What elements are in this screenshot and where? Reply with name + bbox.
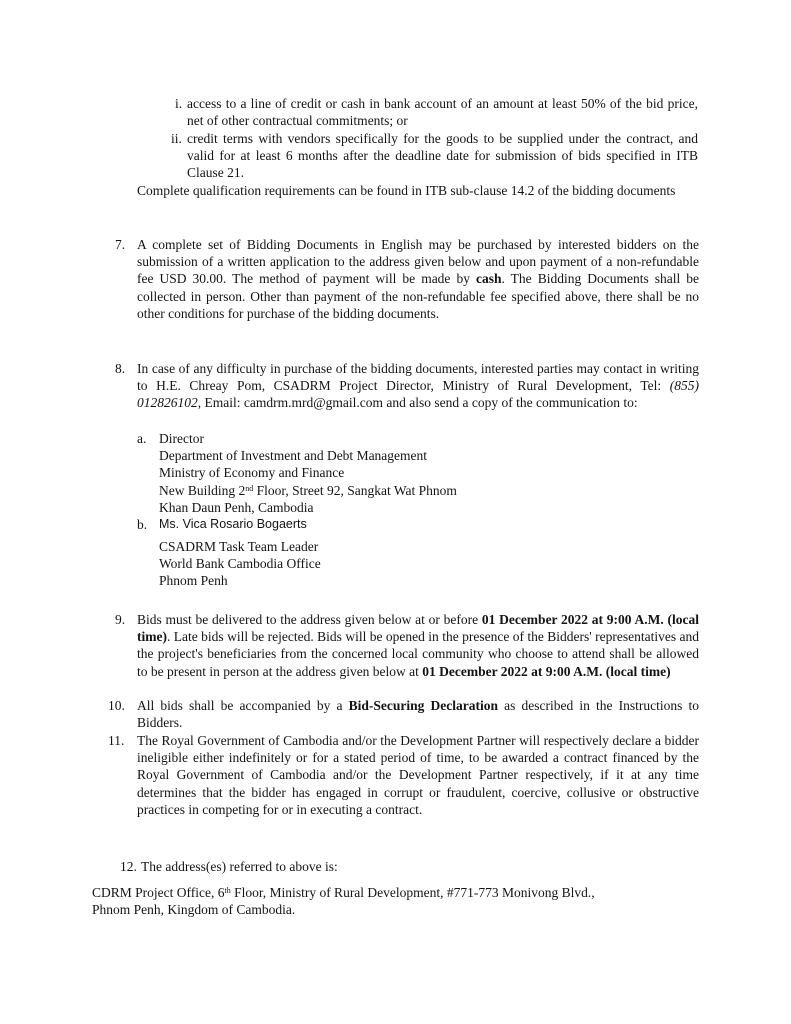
item-7-text: A complete set of Bidding Documents in English may be purchased by interested bidders on the submission of a written application to the address given below and upon payment of a non-refundable fee USD 30.00. The method of payment will be made by cash. The Bidding Documents shall be collected in person. Other than payment of the non-refundable fee specified above, there shall be no other conditions for purchase of the bidding documents. — [137, 237, 700, 321]
bid-deadline: 01 December 2022 at 9:00 A.M. (local time) — [137, 612, 699, 645]
item-7-number: 7. — [115, 237, 126, 252]
recipient-b-line: World Bank Cambodia Office — [159, 556, 321, 572]
item-9-number: 9. — [115, 612, 126, 627]
recipient-a-marker: a. — [137, 431, 147, 446]
qualification-note: Complete qualification requirements can be found in ITB sub-clause 14.2 of the bidding documents — [137, 183, 676, 198]
recipient-a-line: Ministry of Economy and Finance — [159, 465, 345, 481]
sub-item-i: access to a line of credit or cash in bank account of an amount at least 50% of the bid price, net of other contractual commitments; or — [187, 96, 698, 129]
recipient-b — [159, 538, 699, 590]
telephone-number: (855) 012826102 — [137, 378, 699, 411]
sub-item-ii: credit terms with vendors specifically for the goods to be supplied under the contract, and valid for at least 6 months after the deadline date for submission of bids specified in ITB Clause 21. — [187, 131, 698, 181]
address-line-2: Phnom Penh, Kingdom of Cambodia. — [92, 902, 296, 918]
bid-securing-declaration: Bid-Securing Declaration — [348, 698, 498, 713]
office-address — [92, 884, 712, 918]
recipient-a-line: Khan Daun Penh, Cambodia — [159, 499, 314, 515]
recipient-b-marker: b. — [137, 517, 148, 532]
payment-method: cash — [476, 271, 502, 287]
recipient-a — [159, 430, 699, 516]
item-8-text: In case of any difficulty in purchase of the bidding documents, interested parties may contact in writing to H.E. Chreay Pom, CSADRM Project Director, Ministry of Rural Development, Tel: (855) 012826102, Email: camdrm.mrd@gmail.com and also send a copy of the communication to: — [137, 361, 699, 411]
recipient-b-name: Ms. Vica Rosario Bogaerts — [159, 517, 307, 531]
bid-opening-time: 01 December 2022 at 9:00 A.M. (local time) — [422, 663, 671, 679]
recipient-a-line: Department of Investment and Debt Management — [159, 448, 428, 464]
item-10-text: All bids shall be accompanied by a Bid-Securing Declaration as described in the Instructions to Bidders. — [137, 698, 700, 731]
item-10-number: 10. — [108, 698, 125, 713]
item-9-text: Bids must be delivered to the address given below at or before 01 December 2022 at 9:00 A.M. (local time). Late bids will be rejected. Bids will be opened in the presence of the Bidders' representatives and the project's beneficiaries from the concerned local community who choose to attend shall be allowed to be present in person at the address given below at 01 December 2022 at 9:00 A.M. (local time) — [137, 612, 699, 679]
recipient-a-building: New Building 2nd Floor, Street 92, Sangkat Wat Phnom — [159, 482, 457, 498]
address-line-1: CDRM Project Office, 6th Floor, Ministry of Rural Development, #771-773 Monivong Blvd., — [92, 885, 595, 900]
item-11-number: 11. — [108, 733, 125, 748]
item-11-text: The Royal Government of Cambodia and/or the Development Partner will respectively declare a bidder ineligible either indefinitely or for a stated period of time, to be awarded a contract financed by the Royal Government of Cambodia and/or the Development Partner respectively, if it at any time determines that the bidder has engaged in corrupt or fraudulent, coercive, collusive or obstructive practices in competing for or in executing a contract. — [137, 733, 699, 817]
item-12-text: The address(es) referred to above is: — [141, 859, 338, 874]
recipient-b-line: CSADRM Task Team Leader — [159, 539, 319, 554]
item-12-number: 12. — [120, 859, 137, 874]
sub-item-marker-ii: ii. — [171, 131, 182, 146]
recipient-a-title: Director — [159, 431, 204, 446]
sub-item-marker-i: i. — [175, 96, 183, 111]
recipient-b-line: Phnom Penh — [159, 573, 228, 589]
item-8-number: 8. — [115, 361, 126, 376]
